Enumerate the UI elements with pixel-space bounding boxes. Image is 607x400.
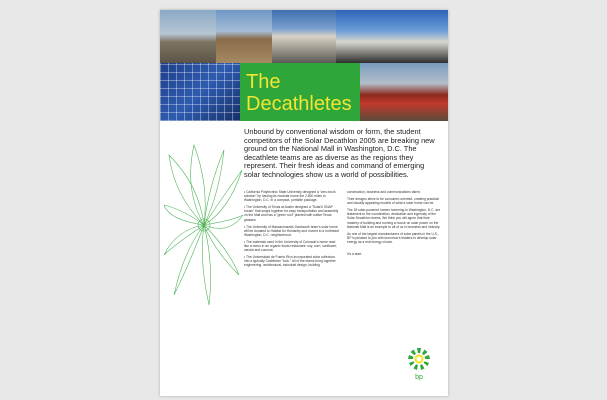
bp-helios-logo [404,347,434,381]
body-paragraph: construction, business and communications talent. [347,190,421,194]
intro-paragraph: Unbound by conventional wisdom or form, the student competitors of the Solar Decathlon 2005 are breaking new ground on the National Mall in Washington, D.C. The decathlete teams are as diverse as the regions they represent. Their fresh ideas and command of emerging solar technologies show us a world of possibilities. [244,127,435,179]
body-paragraph: The 18 solar-powered homes humming in Washington, D.C. are testament to the coordination, dedication and ingenuity of the Solar Decathlon teams. We think you will agree that their mastery of building and running a house on solar power on the National Mall is an example to all of us in business and industry. [347,208,441,229]
team-paragraph: • The materials used in the University of Colorado's home read like a menu in an organic foods restaurant: soy, corn, sunflower, canola and coconut. [244,239,338,253]
photo-crane-truck [360,63,448,121]
team-paragraph: • The University of Massachusetts Dartmouth team's solar home will be donated to Habitat for Humanity and moved to a northeast Washington, D.C. neighborhood. [244,224,339,237]
body-columns [244,190,442,271]
photo-solar-house-2 [216,10,272,63]
team-paragraph: • California Polytechnic State University designed a "zero-truck solution" by hauling its modular home the 2,800 miles to Washington, D.C. in a compact, portable package. [244,190,336,203]
right-column [347,190,442,271]
helios-line-flower-icon [164,135,244,315]
left-column [244,190,339,271]
photo-strip-middle [160,63,448,121]
magazine-page [160,10,448,396]
body-paragraph: As one of the largest manufacturers of solar panels in the U.S., BP is pleased to join with tomorrow's leaders to develop solar energy as a real energy choice. [347,231,439,244]
closing-line: It's a start. [347,252,363,257]
title-banner [240,63,360,121]
photo-strip-top [160,10,448,63]
photo-solar-house-1 [160,10,216,63]
photo-solar-panels [160,63,240,121]
photo-solar-house-3 [272,10,336,63]
team-paragraph: • The Universidad de Puerto Rico incorporated solar collectors into a typically Caribbean "look." All of the teams bring together engineering, architectural, industrial design, building [244,255,336,268]
title-line-2: Decathletes [246,93,352,115]
page-title [246,71,352,115]
title-line-1: The [246,71,281,93]
bp-logo-text: bp [415,374,423,381]
photo-solar-house-4 [336,10,448,63]
team-paragraph: • The University of Texas at Austin designed a "SolarD SNAP house" that snaps together for easy transportation and assembly on the Mall and has a "green roof" planted with native Texas grasses. [244,205,339,222]
body-paragraph: Their designs strive to be consumer-oriented, creating practical and visually appealing models of what a solar home can be. [347,197,439,206]
